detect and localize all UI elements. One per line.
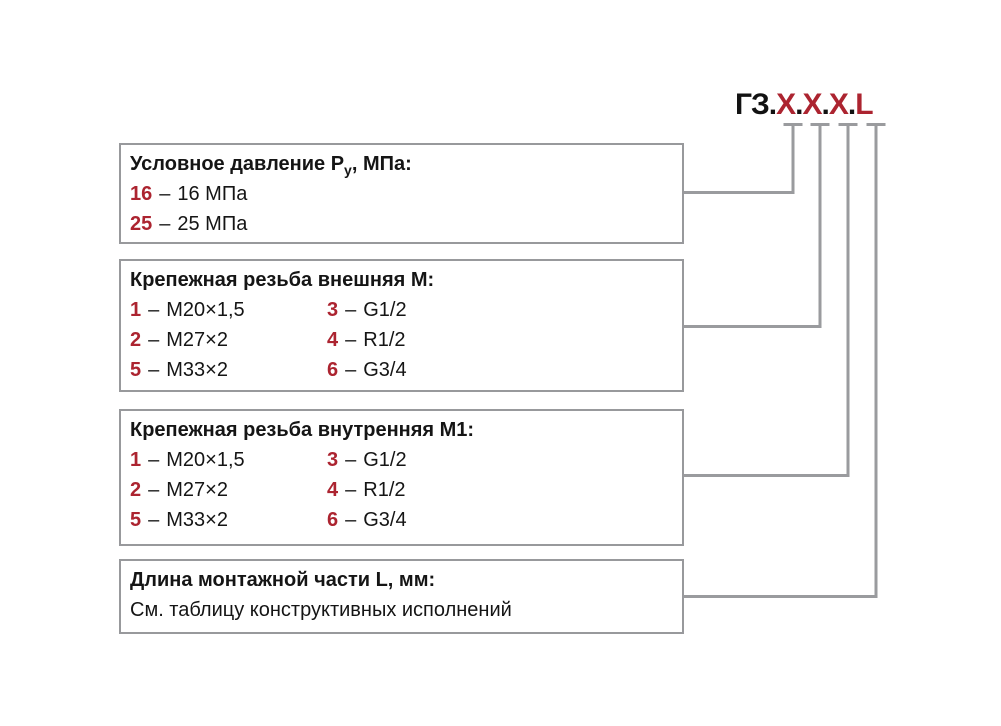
code-dot1: .	[795, 88, 803, 121]
dash-separator: –	[345, 359, 357, 381]
dash-separator: –	[148, 359, 160, 381]
option-desc: 25 МПа	[177, 213, 248, 235]
option-key: 2	[130, 479, 142, 501]
connector-line-2	[684, 123, 820, 327]
pressure-title-tail: , МПа:	[351, 153, 412, 175]
external-thread-box-title: Крепежная резьба внешняя М:	[130, 269, 435, 291]
dash-separator: –	[148, 479, 160, 501]
mounting-length-note: См. таблицу конструктивных исполнений	[130, 599, 512, 621]
option-desc: G1/2	[363, 449, 407, 471]
option-key: 5	[130, 509, 142, 531]
options-grid	[130, 295, 672, 385]
option-key: 2	[130, 329, 142, 351]
mounting-length-box-title: Длина монтажной части L, мм:	[130, 569, 436, 591]
dash-separator: –	[345, 329, 357, 351]
code-prefix: ГЗ.	[735, 88, 777, 121]
option-desc: М27×2	[166, 479, 228, 501]
code-x1: X	[776, 88, 796, 121]
option-row	[130, 505, 327, 535]
option-key: 3	[327, 299, 339, 321]
option-desc: R1/2	[363, 479, 406, 501]
code-dot2: .	[821, 88, 829, 121]
option-row	[130, 325, 327, 355]
option-key: 6	[327, 359, 339, 381]
option-row	[130, 355, 327, 385]
option-key: 25	[130, 213, 153, 235]
dash-separator: –	[148, 329, 160, 351]
internal-thread-box-title: Крепежная резьба внутренняя М1:	[130, 419, 475, 441]
option-row	[130, 445, 327, 475]
option-key: 3	[327, 449, 339, 471]
option-key: 1	[130, 449, 142, 471]
option-desc: М27×2	[166, 329, 228, 351]
option-desc: М33×2	[166, 359, 228, 381]
dash-separator: –	[148, 509, 160, 531]
option-row	[327, 325, 672, 355]
pressure-title-subscript: у	[344, 162, 352, 178]
option-row	[130, 179, 672, 209]
dash-separator: –	[148, 299, 160, 321]
option-desc: 16 МПа	[177, 183, 248, 205]
option-row	[130, 295, 327, 325]
option-desc: R1/2	[363, 329, 406, 351]
dash-separator: –	[345, 299, 357, 321]
pressure-box	[119, 143, 684, 244]
pressure-box-title	[130, 149, 672, 179]
option-row	[130, 475, 327, 505]
option-row	[130, 209, 672, 239]
option-desc: М33×2	[166, 509, 228, 531]
option-key: 6	[327, 509, 339, 531]
mounting-length-box	[119, 559, 684, 634]
option-desc: М20×1,5	[166, 449, 245, 471]
option-desc: G3/4	[363, 359, 407, 381]
external-thread-box	[119, 259, 684, 392]
connector-line-3	[684, 123, 848, 476]
option-key: 16	[130, 183, 153, 205]
dash-separator: –	[148, 449, 160, 471]
code-dot3: .	[847, 88, 856, 121]
dash-separator: –	[159, 213, 171, 235]
option-row	[327, 355, 672, 385]
option-desc: М20×1,5	[166, 299, 245, 321]
code-l: L	[855, 88, 873, 121]
connector-line-1	[684, 123, 793, 193]
option-key: 4	[327, 479, 339, 501]
internal-thread-box	[119, 409, 684, 546]
option-row	[327, 475, 672, 505]
option-row	[327, 445, 672, 475]
pressure-title-main: Условное давление P	[130, 153, 345, 175]
option-row	[327, 505, 672, 535]
options-grid	[130, 445, 672, 535]
code-x3: X	[828, 88, 848, 121]
option-key: 5	[130, 359, 142, 381]
option-row	[327, 295, 672, 325]
dash-separator: –	[345, 479, 357, 501]
option-key: 1	[130, 299, 142, 321]
code-x2: X	[802, 88, 822, 121]
dash-separator: –	[345, 449, 357, 471]
option-desc: G1/2	[363, 299, 407, 321]
option-key: 4	[327, 329, 339, 351]
dash-separator: –	[159, 183, 171, 205]
option-desc: G3/4	[363, 509, 407, 531]
dash-separator: –	[345, 509, 357, 531]
